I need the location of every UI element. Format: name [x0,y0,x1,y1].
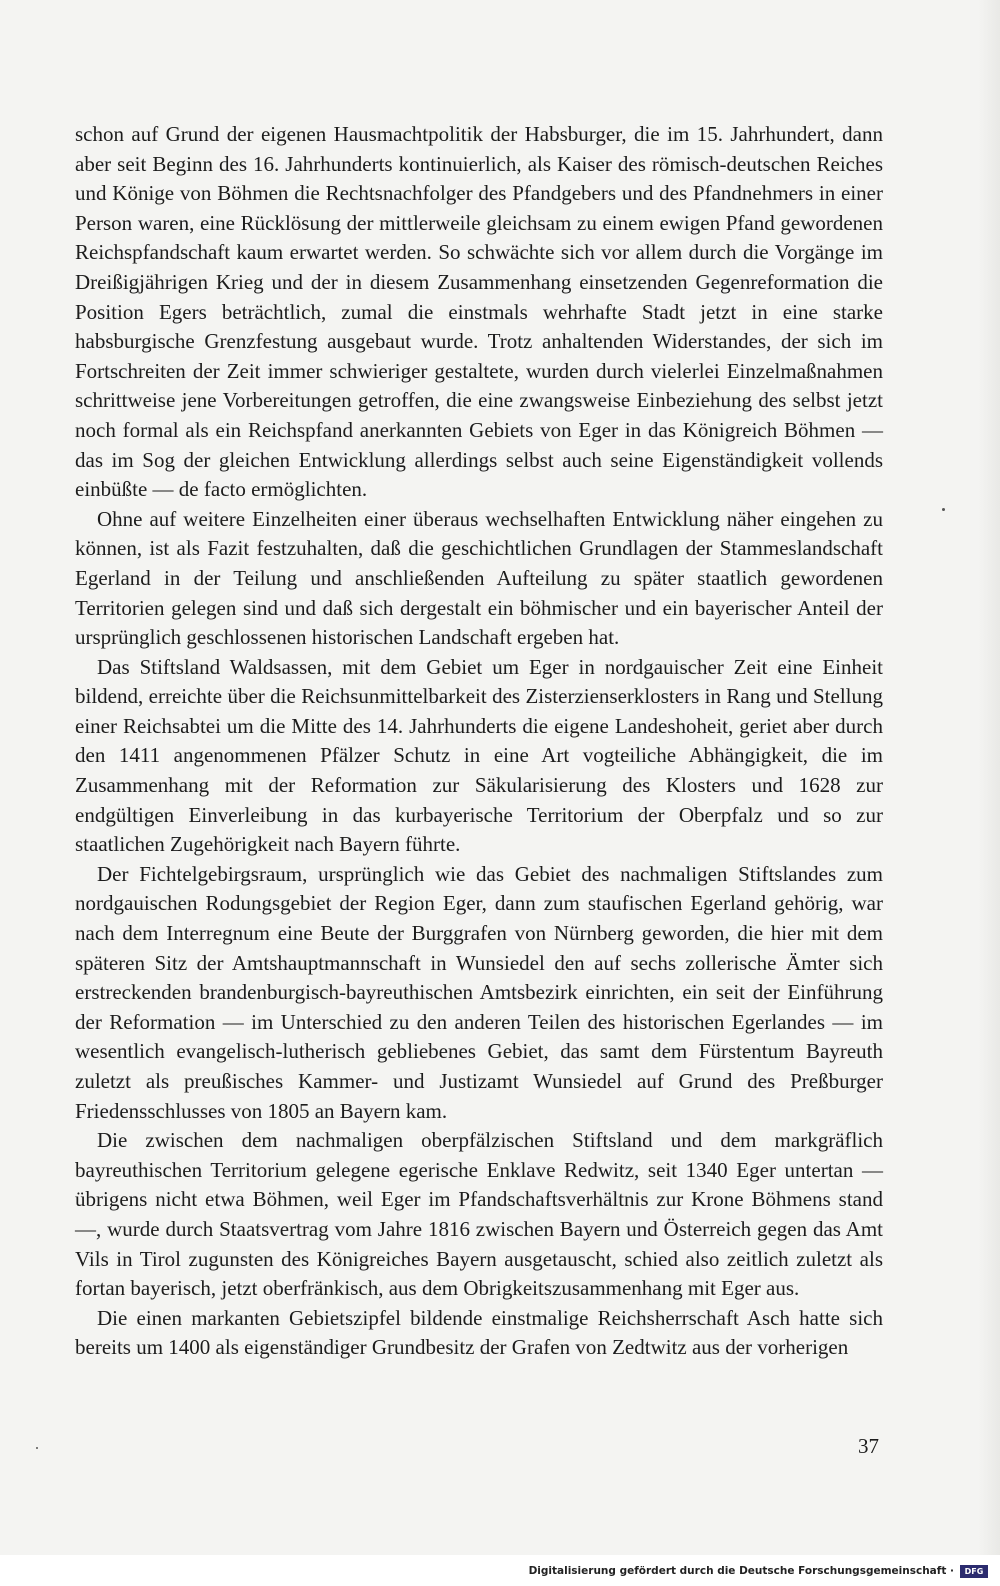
dfg-logo-icon: DFG [960,1565,988,1578]
scan-speck [942,508,945,511]
paragraph-3: Das Stiftsland Waldsassen, mit dem Gebiet um Eger in nordgauischer Zeit eine Einheit bildend, erreichte über die Reichsunmittelbarkeit des Zisterzienserklosters in Rang und Stellung einer Reichsabtei um die Mitte des 14. Jahrhunderts die eigene Landeshoheit, geriet aber durch den 1411 angenommenen Pfälzer Schutz in eine Art vogteiliche Abhängigkeit, die im Zusammenhang mit der Reformation zur Säkularisierung des Klosters und 1628 zur endgültigen Einverleibung in das kurbayerische Territorium der Oberpfalz und so zur staatlichen Zugehörigkeit nach Bayern führte. [75,654,883,857]
paragraph-4: Der Fichtelgebirgsraum, ursprünglich wie das Gebiet des nachmaligen Stiftslandes zum nordgauischen Rodungsgebiet der Region Eger, dann zum staufischen Egerland gehörig, war nach dem Interregnum eine Beute der Burggrafen von Nürnberg geworden, die hier mit dem späteren Sitz der Amtshauptmannschaft in Wunsiedel den auf sechs zollerische Ämter sich erstreckenden brandenburgisch-bayreuthischen Amtsbezirk einrichten, ein seit der Einführung der Reformation — im Unterschied zu den anderen Teilen des historischen Egerlandes — im wesentlich evangelisch-lutherisch gebliebenes Gebiet, das samt dem Fürstentum Bayreuth zuletzt als preußisches Kammer- und Justizamt Wunsiedel auf Grund des Preßburger Friedensschlusses von 1805 an Bayern kam. [75,861,883,1123]
scan-speck [36,1447,38,1449]
page-number: 37 [858,1434,879,1458]
page-edge-shadow [978,0,1000,1555]
footer-bar [0,1555,1000,1586]
paragraph-2: Ohne auf weitere Einzelheiten einer überaus wechselhaften Entwicklung näher eingehen zu können, ist als Fazit festzuhalten, daß die geschichtlichen Grundlagen der Stammeslandschaft Egerland in der Teilung und anschließenden Aufteilung zu später staatlich gewordenen Territorien gelegen sind und daß sich dergestalt ein böhmischer und ein bayerischer Anteil der ursprünglich geschlossenen historischen Landschaft ergeben hat. [75,506,883,650]
body-text [75,120,883,1363]
paragraph-6: Die einen markanten Gebietszipfel bildende einstmalige Reichsherrschaft Asch hatte sich bereits um 1400 als eigenständiger Grundbesitz der Grafen von Zedtwitz aus der vorherigen [75,1305,883,1360]
digitization-credit: Digitalisierung gefördert durch die Deutsche Forschungsgemeinschaft · [528,1565,954,1577]
paragraph-5: Die zwischen dem nachmaligen oberpfälzischen Stiftsland und dem markgräflich bayreuthischen Territorium gelegene egerische Enklave Redwitz, seit 1340 Eger untertan — übrigens nicht etwa Böhmen, weil Eger im Pfandschaftsverhältnis zur Krone Böhmens stand —, wurde durch Staatsvertrag vom Jahre 1816 zwischen Bayern und Österreich gegen das Amt Vils in Tirol zugunsten des Königreiches Bayern ausgetauscht, schied also zeitlich zuletzt als fortan bayerisch, jetzt oberfränkisch, aus dem Obrigkeitszusammenhang mit Eger aus. [75,1128,883,1301]
paragraph-1: schon auf Grund der eigenen Hausmachtpolitik der Habsburger, die im 15. Jahrhundert, dann aber seit Beginn des 16. Jahrhunderts kontinuierlich, als Kaiser des römisch-deutschen Reiches und Könige von Böhmen die Rechtsnachfolger des Pfandgebers und des Pfandnehmers in einer Person waren, eine Rücklösung der mittlerweile gleichsam zu einem ewigen Pfand gewordenen Reichspfandschaft kaum erwartet werden. So schwächte sich vor allem durch die Vorgänge im Dreißigjährigen Krieg und der in diesem Zusammenhang einsetzenden Gegenreformation die Position Egers beträchtlich, zumal die einstmals wehrhafte Stadt jetzt in eine starke habsburgische Grenzfestung ausgebaut wurde. Trotz anhaltenden Widerstandes, der sich im Fortschreiten der Zeit immer schwieriger gestaltete, wurden durch vielerlei Einzelmaßnahmen schrittweise jene Vorbereitungen getroffen, die eine zwangsweise Einbeziehung des selbst jetzt noch formal als ein Reichspfand anerkannten Gebiets von Eger in das Königreich Böhmen — das im Sog der gleichen Entwicklung allerdings selbst auch seine Eigenständigkeit vollends einbüßte — de facto ermöglichten. [75,122,883,502]
